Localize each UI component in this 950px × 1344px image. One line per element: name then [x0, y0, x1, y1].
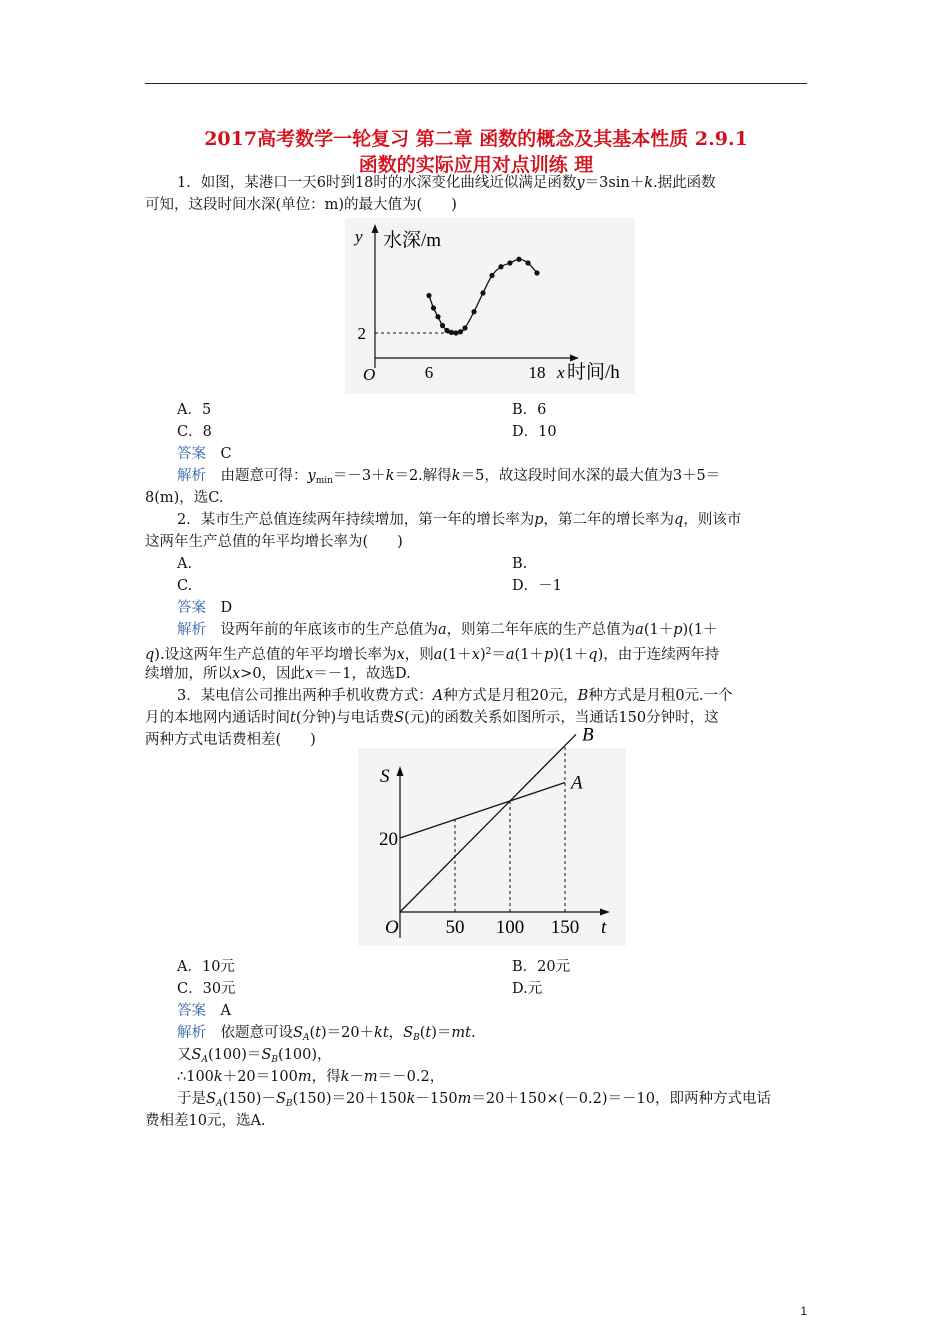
chart2-series-label: A [571, 772, 583, 794]
chart1-data-point [489, 273, 494, 278]
q3-stem-line3: 两种方式电话费相差( ) [145, 732, 316, 748]
q2-option-c: C. [177, 578, 193, 594]
q2-option-a: A. [177, 556, 193, 572]
chart1-x-tick-label: 18 [528, 363, 546, 382]
q1-option-a: A．5 [177, 402, 212, 418]
q2-analysis-line2: q).设这两年生产总值的年平均增长率为x，则$a(1+x)^2=a(1+p)(1+q)$，由于连续两年持 [145, 647, 720, 663]
q3-stem-line1: 3．某电信公司推出两种手机收费方式：A种方式是月租20元，B种方式是月租0元.一个 [177, 688, 733, 704]
chart1-data-point [516, 257, 521, 262]
chart1-data-point [453, 330, 458, 335]
chart1-x-var: x [557, 363, 565, 382]
q3-option-a: A．10元 [177, 959, 235, 975]
q2-answer: 答案 D [177, 600, 233, 616]
chart1-data-point [440, 323, 445, 328]
q1-analysis-line1: 解析 由题意可得：$y_{min}=-3+k=2$.解得k＝5，故这段时间水深的最大值为3＋5＝ [177, 468, 721, 486]
chart2-ylabel: S [380, 766, 390, 787]
doc-title-line2: 函数的实际应用对点训练 理 [358, 154, 594, 176]
q3-option-d: D.元 [512, 981, 543, 997]
page-number: 1 [800, 1304, 807, 1318]
chart2-x-tick-label: 50 [445, 917, 465, 938]
chart1-data-point [507, 260, 512, 265]
chart1-x-tick-label: 6 [424, 363, 434, 382]
q1-option-b: B．6 [512, 402, 547, 418]
chart1-data-point [498, 264, 503, 269]
q3-analysis-line5: 费相差10元，选A. [145, 1113, 266, 1129]
chart1-data-point [534, 270, 539, 275]
q3-option-c: C．30元 [177, 981, 236, 997]
top-rule [145, 83, 807, 84]
doc-title-line1: 2017高考数学一轮复习 第二章 函数的概念及其基本性质 2.9.1 [204, 128, 748, 150]
chart1-xlabel: 时间/h [567, 362, 620, 383]
chart1-data-point [426, 293, 431, 298]
chart1-data-point [462, 325, 467, 330]
q1-stem-line2: 可知，这段时间水深(单位：m)的最大值为( ) [145, 197, 457, 213]
chart1-y-tick-label: 2 [357, 324, 366, 343]
q3-analysis-line3: ∴100k＋20＝100m，得k－m＝－0.2， [177, 1069, 445, 1085]
chart1-data-point [444, 328, 449, 333]
q2-option-b: B. [512, 556, 528, 572]
q1-option-d: D．10 [512, 424, 557, 440]
q3-analysis-line1: 解析 依题意可设$S_A(t)=20+kt$，$S_B(t)=mt$. [177, 1025, 476, 1043]
chart2-origin: O [385, 917, 399, 938]
q2-stem-line1: 2．某市生产总值连续两年持续增加，第一年的增长率为p，第二年的增长率为q，则该市 [177, 512, 742, 528]
chart1-data-point [525, 260, 530, 265]
chart2-xlabel: t [601, 917, 607, 938]
q2-stem-line2: 这两年生产总值的年平均增长率为( ) [145, 534, 403, 550]
chart1-data-point [480, 290, 485, 295]
q3-analysis-line2: 又$S_A(100)=S_B(100)$， [177, 1047, 332, 1065]
chart2-x-tick-label: 150 [550, 917, 580, 938]
q1-stem-line1: 1．如图，某港口一天6时到18时的水深变化曲线近似满足函数y＝3sin＋k.据此函数 [177, 175, 716, 191]
chart1-y-var: y [355, 227, 363, 246]
chart1-data-point [431, 305, 436, 310]
q2-analysis-line1: 解析 设两年前的年底该市的生产总值为a，则第二年年底的生产总值为a(1＋p)(1＋ [177, 622, 718, 638]
q1-water-depth-chart [345, 218, 635, 394]
chart1-data-point [458, 329, 463, 334]
q3-answer: 答案 A [177, 1003, 231, 1019]
chart1-data-point [449, 330, 454, 335]
chart1-origin: O [363, 365, 376, 384]
chart2-y-tick-label: 20 [379, 829, 398, 850]
q2-analysis-line3: 续增加，所以x>0，因此x＝－1，故选D. [145, 666, 411, 682]
q2-option-d: D．－1 [512, 578, 562, 594]
chart1-title: 水深/m [383, 230, 442, 251]
chart2-x-tick-label: 100 [495, 917, 525, 938]
chart1-data-point [471, 309, 476, 314]
q1-answer: 答案 C [177, 446, 232, 462]
q3-fee-chart [358, 724, 626, 946]
q3-analysis-line4: 于是$S_A(150)-S_B(150)=20+150k-150m=20+150\times(-0.2)=-10$，即两种方式电话 [177, 1091, 771, 1109]
q1-analysis-line2: 8(m)，选C. [145, 490, 224, 506]
q1-option-c: C．8 [177, 424, 212, 440]
chart2-series-label: B [582, 724, 594, 746]
chart1-data-point [435, 314, 440, 319]
q3-stem-line2: 月的本地网内通话时间t(分钟)与电话费S(元)的函数关系如图所示，当通话150分钟时，这 [145, 710, 719, 726]
q3-option-b: B．20元 [512, 959, 571, 975]
